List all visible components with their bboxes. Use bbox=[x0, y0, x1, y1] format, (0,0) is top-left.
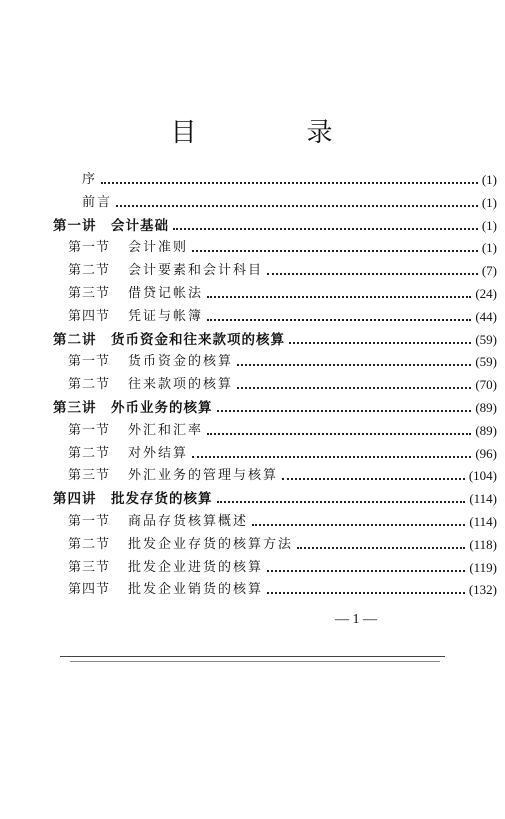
toc-section-row[interactable] bbox=[68, 421, 497, 441]
toc-title: 往来款项的核算 bbox=[128, 377, 234, 393]
dot-leader bbox=[267, 570, 465, 572]
dot-leader bbox=[192, 456, 471, 458]
toc-section-row[interactable] bbox=[68, 284, 497, 304]
dot-leader bbox=[207, 296, 471, 298]
toc-number: 第三节 bbox=[68, 286, 111, 301]
toc-title: 外汇业务的管理与核算 bbox=[128, 468, 279, 484]
toc-number: 第三讲 bbox=[53, 400, 97, 416]
toc-page-number: (118) bbox=[469, 536, 497, 552]
toc-page-number: (1) bbox=[481, 194, 497, 210]
toc-title: 凭证与帐簿 bbox=[128, 308, 204, 324]
toc-page-number: (1) bbox=[481, 172, 497, 187]
dot-leader bbox=[173, 228, 478, 230]
toc-section-row[interactable] bbox=[68, 512, 497, 532]
toc-title: 批发存货的核算 bbox=[111, 491, 213, 508]
toc-title: 批发企业进货的核算 bbox=[128, 559, 264, 575]
toc-page-number: (70) bbox=[475, 377, 497, 393]
toc-number: 第一节 bbox=[68, 240, 111, 256]
toc-number: 第二节 bbox=[68, 445, 111, 461]
toc-number: 第二节 bbox=[68, 536, 111, 552]
toc-section-row[interactable] bbox=[68, 238, 497, 258]
dot-leader bbox=[207, 319, 471, 321]
dot-leader bbox=[116, 205, 478, 207]
toc-page-number: (114) bbox=[469, 514, 497, 529]
toc-title: 前言 bbox=[82, 194, 113, 210]
toc-title: 对外结算 bbox=[128, 445, 189, 461]
dot-leader bbox=[217, 501, 466, 503]
toc-chapter-row[interactable] bbox=[53, 489, 497, 509]
toc-number: 第一讲 bbox=[53, 217, 97, 234]
toc-chapter-row[interactable] bbox=[53, 216, 497, 236]
toc-number: 第四节 bbox=[68, 582, 111, 598]
toc-number: 第一节 bbox=[68, 514, 111, 529]
toc-title: 会计基础 bbox=[111, 217, 169, 234]
toc-page-number: (59) bbox=[475, 331, 497, 347]
toc-page-number: (119) bbox=[469, 559, 497, 575]
toc-section-row[interactable] bbox=[68, 352, 497, 372]
toc-title: 批发企业存货的核算方法 bbox=[128, 536, 294, 552]
toc-section-row[interactable] bbox=[68, 535, 497, 555]
toc-chapter-row[interactable] bbox=[53, 330, 497, 350]
toc-page-number: (96) bbox=[475, 445, 497, 461]
toc-title: 借贷记帐法 bbox=[128, 286, 204, 301]
dot-leader bbox=[267, 273, 478, 275]
toc-section-row[interactable] bbox=[68, 307, 497, 327]
toc-number: 第一节 bbox=[68, 354, 111, 370]
toc-number: 第三节 bbox=[68, 559, 111, 575]
dot-leader bbox=[217, 410, 472, 412]
toc-section-row[interactable] bbox=[68, 444, 497, 464]
toc-number: 第二节 bbox=[68, 377, 111, 393]
dot-leader bbox=[207, 433, 471, 435]
toc-number: 第四讲 bbox=[53, 491, 97, 508]
toc-page-number: (44) bbox=[475, 308, 497, 324]
toc-section-row[interactable] bbox=[68, 466, 497, 486]
page-title: 目 录 bbox=[170, 118, 375, 148]
dot-leader bbox=[237, 364, 471, 366]
dot-leader bbox=[237, 387, 471, 389]
dot-leader bbox=[101, 182, 478, 184]
dot-leader bbox=[297, 547, 465, 549]
toc-number: 第二节 bbox=[68, 263, 111, 279]
toc-title: 货币资金和往来款项的核算 bbox=[111, 331, 285, 348]
dot-leader bbox=[252, 524, 465, 526]
toc-page-number: (1) bbox=[481, 240, 497, 256]
toc-page-number: (104) bbox=[468, 468, 497, 484]
toc-page-number: (89) bbox=[475, 422, 497, 438]
toc-title: 会计要素和会计科目 bbox=[128, 263, 264, 279]
toc-title: 会计准则 bbox=[128, 240, 189, 256]
dot-leader bbox=[282, 478, 465, 480]
toc-section-row[interactable] bbox=[68, 375, 497, 395]
toc-section-row[interactable] bbox=[68, 580, 497, 600]
dot-leader bbox=[192, 250, 478, 252]
toc-title: 序 bbox=[82, 172, 98, 187]
toc-page-number: (24) bbox=[475, 286, 497, 301]
toc-title: 商品存货核算概述 bbox=[128, 514, 249, 529]
dot-leader bbox=[267, 592, 465, 594]
toc-number: 第一节 bbox=[68, 422, 111, 438]
bottom-rule-secondary bbox=[70, 661, 440, 662]
toc-title: 货币资金的核算 bbox=[128, 354, 234, 370]
toc-page-number: (7) bbox=[481, 263, 497, 279]
page-number: — 1 — bbox=[335, 612, 377, 627]
toc-preface-row[interactable] bbox=[82, 170, 497, 190]
toc-page-number: (1) bbox=[481, 217, 497, 233]
bottom-rule bbox=[60, 656, 445, 657]
toc-preface-row[interactable] bbox=[82, 193, 497, 213]
toc-number: 第二讲 bbox=[53, 331, 97, 348]
toc-chapter-row[interactable] bbox=[53, 398, 497, 418]
toc-title: 批发企业销货的核算 bbox=[128, 582, 264, 598]
toc-page-number: (59) bbox=[475, 354, 497, 370]
toc-page-number: (114) bbox=[469, 491, 497, 507]
toc-section-row[interactable] bbox=[68, 558, 497, 578]
toc-section-row[interactable] bbox=[68, 261, 497, 281]
toc-page-number: (89) bbox=[475, 400, 497, 415]
toc-number: 第三节 bbox=[68, 468, 111, 484]
toc-page-number: (132) bbox=[468, 582, 497, 598]
dot-leader bbox=[289, 342, 471, 344]
toc-number: 第四节 bbox=[68, 308, 111, 324]
toc-title: 外币业务的核算 bbox=[111, 400, 213, 416]
toc-title: 外汇和汇率 bbox=[128, 422, 204, 438]
